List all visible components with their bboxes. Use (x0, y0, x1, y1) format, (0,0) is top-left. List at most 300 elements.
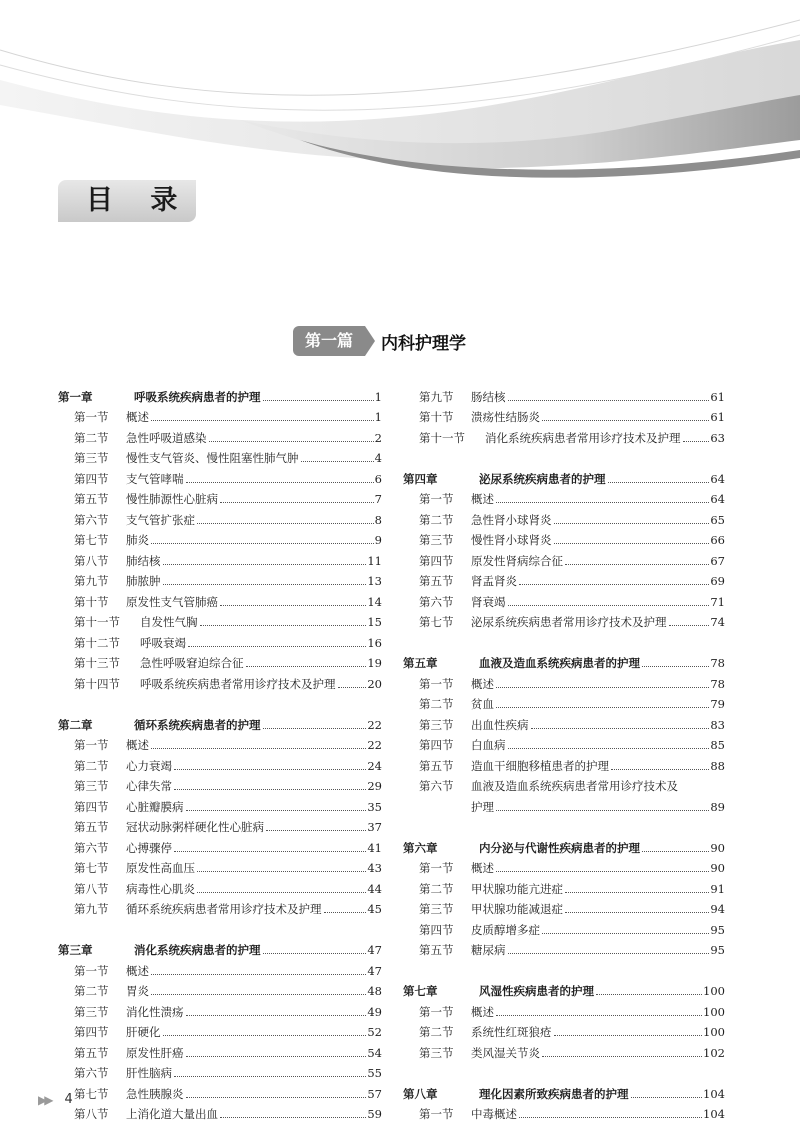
toc-section (58, 1019, 382, 1040)
toc-section (58, 834, 382, 855)
toc-title-text: 概述 (471, 676, 494, 691)
toc-section (403, 424, 725, 445)
toc-title-text: 原发性肾病综合征 (471, 553, 563, 568)
toc-section (403, 1019, 725, 1040)
toc-leader-dots (669, 625, 710, 626)
toc-title-text: 心脏瓣膜病 (126, 799, 184, 814)
toc-page-number: 41 (367, 840, 382, 855)
toc-leader-dots (519, 1117, 702, 1118)
part-name: 内科护理学 (381, 333, 467, 354)
toc-number: 第六节 (74, 512, 109, 527)
toc-number: 第五节 (419, 574, 454, 588)
toc-page-number: 61 (710, 389, 725, 404)
toc-title-text: 皮质醇增多症 (471, 922, 540, 937)
toc-section (58, 650, 382, 671)
toc-chapter (403, 834, 725, 855)
toc-section (403, 404, 725, 425)
toc-title: 目 录 (58, 180, 196, 222)
toc-leader-dots (174, 789, 366, 790)
toc-section (58, 1060, 382, 1081)
toc-number: 第二节 (419, 512, 454, 527)
toc-page-number: 78 (710, 656, 725, 670)
toc-number: 第八节 (74, 553, 109, 568)
toc-page-number: 11 (367, 553, 382, 568)
toc-spacer (58, 691, 382, 712)
toc-title-text: 冠状动脉粥样硬化性心脏病 (126, 820, 264, 834)
toc-leader-dots (496, 707, 709, 708)
toc-leader-dots (186, 482, 374, 483)
toc-page-number: 67 (710, 553, 725, 568)
toc-section (403, 691, 725, 712)
toc-page-number: 9 (374, 533, 382, 547)
toc-number: 第二节 (419, 697, 454, 711)
toc-leader-dots (266, 830, 366, 831)
toc-section (58, 773, 382, 794)
header-wave-decoration (0, 0, 800, 190)
toc-leader-dots (209, 441, 374, 442)
toc-leader-dots (174, 851, 366, 852)
toc-section (58, 752, 382, 773)
toc-number: 第三章 (58, 943, 93, 957)
toc-title-text: 溃疡性结肠炎 (471, 410, 540, 424)
toc-title-text: 肺炎 (126, 533, 149, 547)
toc-number: 第三节 (419, 533, 454, 547)
toc-chapter (403, 650, 725, 671)
toc-title-text: 甲状腺功能亢进症 (471, 881, 563, 896)
toc-number: 第一节 (419, 492, 454, 506)
toc-title-text: 概述 (471, 492, 494, 506)
toc-number: 第三节 (419, 902, 454, 916)
toc-title-text: 支气管扩张症 (126, 512, 195, 527)
toc-page-number: 85 (710, 738, 725, 752)
toc-leader-dots (542, 420, 709, 421)
toc-section (403, 547, 725, 568)
toc-page-number: 90 (710, 840, 725, 855)
toc-section (403, 506, 725, 527)
toc-number: 第五章 (403, 656, 438, 670)
toc-section (58, 1101, 382, 1122)
page-number: 4 (64, 1092, 73, 1107)
toc-leader-dots (186, 1097, 367, 1098)
toc-title-text: 急性呼吸窘迫综合征 (140, 656, 244, 670)
toc-leader-dots (554, 543, 710, 544)
toc-page-number: 47 (367, 963, 382, 978)
toc-page-number: 91 (710, 881, 725, 896)
toc-leader-dots (220, 1117, 366, 1118)
toc-leader-dots (565, 564, 709, 565)
toc-leader-dots (496, 871, 709, 872)
toc-page-number: 49 (367, 1004, 382, 1019)
toc-section (58, 1080, 382, 1101)
toc-leader-dots (508, 953, 710, 954)
toc-page-number: 88 (710, 758, 725, 773)
toc-section (58, 629, 382, 650)
toc-number: 第二节 (74, 984, 109, 998)
toc-section (403, 568, 725, 589)
toc-title-text: 概述 (126, 410, 149, 424)
toc-section (58, 875, 382, 896)
toc-leader-dots (496, 502, 709, 503)
toc-leader-dots (151, 420, 374, 421)
toc-leader-dots (151, 994, 366, 995)
double-chevron-right-icon: ▶▶ (38, 1092, 51, 1107)
toc-number: 第十三节 (74, 656, 120, 670)
toc-number: 第五节 (419, 758, 454, 773)
toc-page-number: 15 (367, 615, 382, 629)
toc-title-text: 原发性支气管肺癌 (126, 594, 218, 609)
toc-title-text: 呼吸系统疾病患者常用诊疗技术及护理 (140, 676, 336, 691)
toc-page-number: 22 (367, 717, 382, 732)
toc-leader-dots (611, 769, 709, 770)
toc-title-text: 慢性支气管炎、慢性阻塞性肺气肿 (126, 451, 299, 465)
toc-page-number: 71 (710, 594, 725, 609)
toc-leader-dots (642, 666, 709, 667)
toc-leader-dots (163, 584, 367, 585)
toc-title-text: 肺结核 (126, 553, 161, 568)
toc-number: 第一节 (419, 676, 454, 691)
toc-page-number: 44 (367, 881, 382, 896)
toc-leader-dots (565, 912, 709, 913)
toc-spacer (58, 916, 382, 937)
toc-page-number: 4 (374, 451, 382, 465)
toc-title-text: 心力衰竭 (126, 758, 172, 773)
toc-page-number: 47 (367, 943, 382, 957)
toc-page-number: 100 (703, 984, 725, 998)
toc-title-text: 心律失常 (126, 779, 172, 793)
toc-page-number: 20 (367, 676, 382, 691)
toc-page-number: 104 (703, 1086, 725, 1101)
toc-title-text: 血液及造血系统疾病患者常用诊疗技术及 (471, 779, 678, 793)
toc-page-number: 65 (710, 512, 725, 527)
toc-title-text: 理化因素所致疾病患者的护理 (479, 1086, 629, 1101)
toc-page-number: 22 (367, 738, 382, 752)
toc-section (58, 670, 382, 691)
toc-number: 第三节 (74, 1004, 109, 1019)
toc-title-text: 概述 (471, 1004, 494, 1019)
toc-number: 第一节 (419, 861, 454, 875)
toc-title-text: 慢性肾小球肾炎 (471, 533, 552, 547)
toc-section (58, 814, 382, 835)
toc-leader-dots (508, 400, 710, 401)
toc-title-text: 概述 (126, 738, 149, 752)
toc-number: 第四节 (419, 553, 454, 568)
toc-title-text: 护理 (471, 799, 494, 814)
toc-title-text: 消化系统疾病患者常用诊疗技术及护理 (485, 430, 681, 445)
toc-page-number: 24 (367, 758, 382, 773)
toc-section (403, 670, 725, 691)
toc-number: 第五节 (419, 943, 454, 957)
toc-leader-dots (596, 994, 702, 995)
toc-page-number: 79 (710, 697, 725, 711)
toc-section (403, 1039, 725, 1060)
toc-section (58, 855, 382, 876)
toc-page-number: 95 (710, 943, 725, 957)
toc-page-number: 100 (703, 1004, 725, 1019)
toc-number: 第八章 (403, 1086, 438, 1101)
toc-leader-dots (554, 523, 710, 524)
toc-number: 第一节 (74, 738, 109, 752)
toc-number: 第三节 (419, 717, 454, 732)
toc-page-number: 94 (710, 902, 725, 916)
toc-page-number: 52 (367, 1025, 382, 1039)
toc-title-text: 风湿性疾病患者的护理 (479, 984, 594, 998)
toc-number: 第六节 (419, 779, 454, 793)
toc-leader-dots (263, 400, 374, 401)
toc-title-text: 急性肾小球肾炎 (471, 512, 552, 527)
toc-section (58, 588, 382, 609)
toc-section (58, 445, 382, 466)
toc-title-text: 肝性脑病 (126, 1066, 172, 1080)
toc-leader-dots (197, 892, 366, 893)
toc-number: 第六节 (74, 840, 109, 855)
toc-page-number: 16 (367, 635, 382, 650)
toc-leader-dots (186, 1056, 367, 1057)
toc-page-number: 61 (710, 410, 725, 424)
toc-number: 第七节 (419, 615, 454, 629)
toc-spacer (403, 1060, 725, 1081)
toc-leader-dots (197, 523, 374, 524)
toc-number: 第十四节 (74, 676, 120, 691)
toc-leader-dots (163, 564, 367, 565)
toc-number: 第十一节 (419, 430, 465, 445)
toc-leader-dots (683, 441, 710, 442)
toc-title-text: 循环系统疾病患者的护理 (134, 717, 261, 732)
toc-section (58, 978, 382, 999)
toc-number: 第四节 (419, 922, 454, 937)
toc-section (58, 568, 382, 589)
toc-section (58, 506, 382, 527)
toc-leader-dots (246, 666, 367, 667)
toc-leader-dots (263, 953, 367, 954)
toc-title-text: 病毒性心肌炎 (126, 881, 195, 896)
toc-title-text: 支气管哮喘 (126, 471, 184, 486)
toc-leader-dots (496, 687, 709, 688)
toc-section (403, 773, 725, 794)
toc-page-number: 48 (367, 984, 382, 998)
toc-leader-dots (508, 605, 710, 606)
toc-leader-dots (631, 1097, 703, 1098)
toc-number: 第二节 (419, 1025, 454, 1039)
toc-leader-dots (519, 584, 709, 585)
toc-page-number: 14 (367, 594, 382, 609)
toc-number: 第八节 (74, 881, 109, 896)
toc-page-number: 90 (710, 861, 725, 875)
toc-number: 第一节 (419, 1107, 454, 1121)
toc-leader-dots (186, 810, 367, 811)
toc-number: 第十二节 (74, 635, 120, 650)
toc-title-text: 胃炎 (126, 984, 149, 998)
toc-section (58, 1039, 382, 1060)
toc-section (58, 998, 382, 1019)
toc-section-continuation (403, 793, 725, 814)
toc-number: 第四节 (74, 471, 109, 486)
toc-number: 第八节 (74, 1107, 109, 1121)
toc-title-text: 出血性疾病 (471, 717, 529, 732)
toc-right-column (403, 383, 725, 1121)
toc-number: 第一节 (74, 963, 109, 978)
toc-number: 第四节 (74, 1025, 109, 1039)
toc-page-number: 54 (367, 1045, 382, 1060)
toc-left-column (58, 383, 382, 1121)
toc-title-text: 肾衰竭 (471, 594, 506, 609)
toc-page-number: 78 (710, 676, 725, 691)
toc-title-text: 泌尿系统疾病患者的护理 (479, 471, 606, 486)
toc-chapter (58, 711, 382, 732)
toc-leader-dots (508, 748, 710, 749)
toc-number: 第一章 (58, 389, 93, 404)
toc-leader-dots (324, 912, 367, 913)
toc-title-text: 概述 (126, 963, 149, 978)
toc-section (403, 1101, 725, 1122)
toc-page-number: 74 (710, 615, 725, 629)
toc-leader-dots (197, 871, 366, 872)
toc-title-text: 泌尿系统疾病患者常用诊疗技术及护理 (471, 615, 667, 629)
toc-section (403, 855, 725, 876)
toc-number: 第一节 (74, 410, 109, 424)
toc-page-number: 43 (367, 861, 382, 875)
toc-leader-dots (188, 646, 366, 647)
toc-page-number: 104 (703, 1107, 725, 1121)
toc-leader-dots (542, 1056, 702, 1057)
toc-title-text: 原发性肝癌 (126, 1045, 184, 1060)
toc-section (403, 732, 725, 753)
toc-title-text: 中毒概述 (471, 1107, 517, 1121)
toc-number: 第五节 (74, 820, 109, 834)
toc-title-text: 概述 (471, 861, 494, 875)
toc-leader-dots (174, 1076, 366, 1077)
toc-section (403, 609, 725, 630)
toc-page-number: 64 (710, 492, 725, 506)
toc-leader-dots (163, 1035, 367, 1036)
toc-leader-dots (496, 810, 709, 811)
toc-section (403, 711, 725, 732)
toc-title-text: 类风湿关节炎 (471, 1045, 540, 1060)
toc-title-text: 肠结核 (471, 389, 506, 404)
toc-page-number: 66 (710, 533, 725, 547)
part-label: 第一篇 (293, 326, 365, 356)
toc-number: 第七章 (403, 984, 438, 998)
toc-section (403, 896, 725, 917)
toc-section (58, 465, 382, 486)
toc-section (58, 896, 382, 917)
toc-number: 第七节 (74, 533, 109, 547)
toc-title-text: 血液及造血系统疾病患者的护理 (479, 656, 640, 670)
toc-number: 第六节 (74, 1066, 109, 1080)
toc-title-text: 内分泌与代谢性疾病患者的护理 (479, 840, 640, 855)
toc-leader-dots (263, 728, 367, 729)
toc-leader-dots (186, 1015, 367, 1016)
toc-section (58, 424, 382, 445)
part-arrow-icon (365, 326, 375, 356)
page-footer (38, 1092, 73, 1107)
toc-section (58, 793, 382, 814)
toc-title-text: 循环系统疾病患者常用诊疗技术及护理 (126, 902, 322, 916)
toc-chapter (403, 978, 725, 999)
toc-page-number: 45 (367, 902, 382, 916)
toc-number: 第十一节 (74, 615, 120, 629)
toc-page-number: 59 (367, 1107, 382, 1121)
toc-page-number: 1 (374, 389, 382, 404)
toc-page-number: 57 (367, 1086, 382, 1101)
toc-page-number: 64 (710, 471, 725, 486)
toc-number: 第十节 (74, 594, 109, 609)
toc-section (403, 527, 725, 548)
toc-page-number: 29 (367, 779, 382, 793)
toc-number: 第四章 (403, 471, 438, 486)
toc-title-text: 贫血 (471, 697, 494, 711)
toc-leader-dots (220, 605, 366, 606)
toc-leader-dots (174, 769, 366, 770)
toc-leader-dots (531, 728, 710, 729)
toc-section (403, 937, 725, 958)
toc-leader-dots (338, 687, 367, 688)
toc-page-number: 1 (374, 410, 382, 424)
toc-leader-dots (608, 482, 710, 483)
toc-section (403, 875, 725, 896)
toc-section (403, 486, 725, 507)
toc-leader-dots (151, 543, 374, 544)
toc-page-number: 63 (710, 430, 725, 445)
toc-page-number: 102 (703, 1045, 725, 1060)
toc-page-number: 100 (703, 1025, 725, 1039)
toc-leader-dots (496, 1015, 702, 1016)
toc-title-text: 糖尿病 (471, 943, 506, 957)
toc-leader-dots (301, 461, 374, 462)
toc-chapter (403, 465, 725, 486)
toc-number: 第七节 (74, 1086, 109, 1101)
toc-number: 第三节 (419, 1045, 454, 1060)
toc-section (403, 383, 725, 404)
toc-number: 第九节 (74, 574, 109, 588)
toc-page-number: 35 (367, 799, 382, 814)
toc-number: 第六节 (419, 594, 454, 609)
toc-page-number: 8 (374, 512, 382, 527)
toc-leader-dots (554, 1035, 703, 1036)
toc-title-text: 慢性肺源性心脏病 (126, 492, 218, 506)
toc-title-text: 呼吸系统疾病患者的护理 (134, 389, 261, 404)
toc-title-text: 急性胰腺炎 (126, 1086, 184, 1101)
toc-leader-dots (542, 933, 709, 934)
toc-chapter (58, 383, 382, 404)
toc-number: 第二章 (58, 717, 93, 732)
toc-number: 第五节 (74, 1045, 109, 1060)
part-heading (293, 326, 466, 356)
toc-page-number: 7 (374, 492, 382, 506)
toc-title-text: 消化系统疾病患者的护理 (134, 943, 261, 957)
toc-spacer (403, 814, 725, 835)
toc-number: 第四节 (74, 799, 109, 814)
toc-title-text: 肝硬化 (126, 1025, 161, 1039)
toc-page-number: 83 (710, 717, 725, 732)
toc-number: 第三节 (74, 779, 109, 793)
toc-page-number: 6 (374, 471, 382, 486)
toc-section (403, 588, 725, 609)
toc-page-number: 13 (367, 574, 382, 588)
toc-number: 第一节 (419, 1004, 454, 1019)
toc-leader-dots (565, 892, 709, 893)
toc-title-text: 甲状腺功能减退症 (471, 902, 563, 916)
toc-number: 第九节 (74, 902, 109, 916)
toc-section (58, 527, 382, 548)
toc-chapter (58, 937, 382, 958)
toc-page-number: 55 (367, 1066, 382, 1080)
toc-section (403, 916, 725, 937)
toc-leader-dots (200, 625, 367, 626)
toc-number: 第九节 (419, 389, 454, 404)
toc-title-text: 肺脓肿 (126, 574, 161, 588)
toc-number: 第五节 (74, 492, 109, 506)
toc-section (58, 404, 382, 425)
